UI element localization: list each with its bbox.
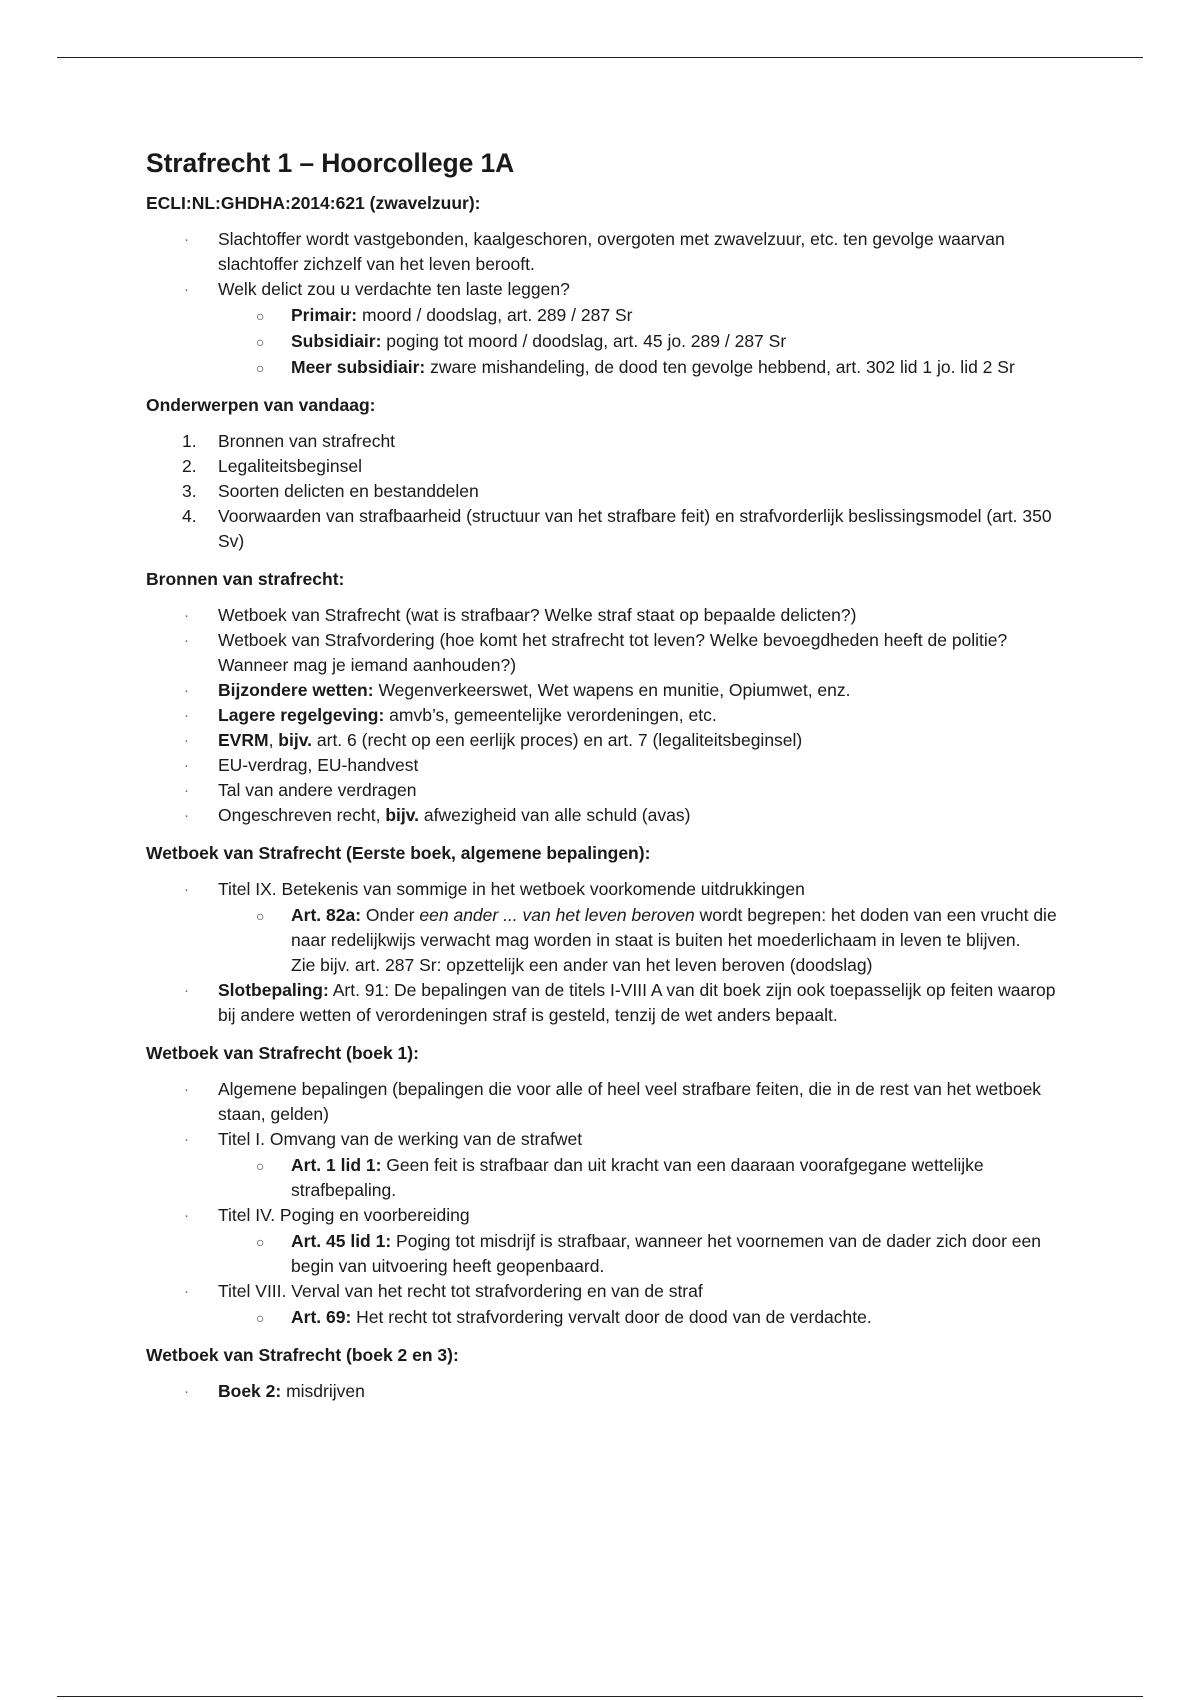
list-item-text: Titel IX. Betekenis van sommige in het wetboek voorkomende uitdrukkingen [218,879,805,899]
list-item-text: moord / doodslag, art. 289 / 287 Sr [357,305,633,325]
circle-marker: ○ [256,1158,265,1174]
bullet-marker: · [184,1131,189,1148]
sources-list [146,603,1066,828]
bold-label: Meer subsidiair: [291,357,426,377]
bold-label: Lagere regelgeving: [218,705,385,725]
list-item-text: misdrijven [281,1381,365,1401]
list-item-text: afwezigheid van alle schuld (avas) [419,805,691,825]
circle-marker: ○ [256,360,265,376]
sub-list-item [146,355,1066,380]
bold-label: Art. 82a: [291,905,362,925]
list-item-text: Titel IV. Poging en voorbereiding [218,1205,470,1225]
list-item-text: Algemene bepalingen (bepalingen die voor alle of heel veel strafbare feiten, die in de rest van het wetboek staan, gelden) [218,1079,1042,1124]
topics-list [146,429,1066,554]
sub-list-item [146,1229,1066,1279]
section-heading-book1-general: Wetboek van Strafrecht (Eerste boek, algemene bepalingen): [146,843,651,863]
list-item-text: art. 6 (recht op een eerlijk proces) en art. 7 (legaliteitsbeginsel) [312,730,803,750]
list-item-text: Legaliteitsbeginsel [218,456,362,476]
case-bullets [146,227,1066,380]
list-item-text: Het recht tot strafvordering vervalt door de dood van de verdachte. [351,1307,872,1327]
list-item-text: EU-verdrag, EU-handvest [218,755,419,775]
list-item-text: amvb’s, gemeentelijke verordeningen, etc. [384,705,717,725]
circle-marker: ○ [256,1310,265,1326]
bullet-marker: · [184,1207,189,1224]
list-item-text: Poging tot misdrijf is strafbaar, wanneer het voornemen van de dader zich door een begin van uitvoering heeft geopenbaard. [291,1231,1041,1276]
bold-label: Art. 69: [291,1307,352,1327]
document-title: Strafrecht 1 – Hoorcollege 1A [146,148,515,178]
bold-label: Boek 2: [218,1381,282,1401]
book1-general-list [146,877,1066,1028]
section-heading-book1: Wetboek van Strafrecht (boek 1): [146,1043,419,1063]
list-item [146,628,1066,678]
list-item-text: Tal van andere verdragen [218,780,417,800]
list-item [146,1203,1066,1228]
numbered-item [146,454,1066,479]
section-heading-case: ECLI:NL:GHDHA:2014:621 (zwavelzuur): [146,193,481,213]
item-number: 1. [182,431,197,451]
book1-list [146,1077,1066,1330]
bold-label: Slotbepaling: [218,980,329,1000]
list-item [146,778,1066,803]
circle-marker: ○ [256,1234,265,1250]
bullet-marker: · [184,881,189,898]
item-number: 3. [182,481,197,501]
list-item [146,1379,1066,1404]
numbered-item [146,429,1066,454]
bold-label: Art. 1 lid 1: [291,1155,382,1175]
bullet-marker: · [184,632,189,649]
list-item-text: Voorwaarden van strafbaarheid (structuur van het strafbare feit) en strafvorderlijk beslissingsmodel (art. 350 Sv) [218,506,1052,551]
list-item-text: Onder [361,905,420,925]
bullet-marker: · [184,732,189,749]
sub-list-item [146,329,1066,354]
list-item [146,1127,1066,1152]
sub-list-item [146,1305,1066,1330]
list-item [146,877,1066,902]
bullet-marker: · [184,757,189,774]
bottom-rule [57,1696,1143,1697]
bold-label: Primair: [291,305,358,325]
list-item [146,803,1066,828]
section-heading-sources: Bronnen van strafrecht: [146,569,345,589]
bullet-marker: · [184,982,189,999]
book2-3-list [146,1379,1066,1404]
italic-text: een ander ... van het leven beroven [419,905,695,925]
list-item-text: Art. 91: De bepalingen van de titels I-VIII A van dit boek zijn ook toepasselijk op feiten waarop bij andere wetten of verordeningen straf is gesteld, tenzij de wet anders bepaalt. [218,980,1056,1025]
list-item-text: Bronnen van strafrecht [218,431,396,451]
bullet-marker: · [184,231,189,248]
list-item-text: Wegenverkeerswet, Wet wapens en munitie, Opiumwet, enz. [373,680,851,700]
circle-marker: ○ [256,334,265,350]
list-item [146,1077,1066,1127]
list-item-text: Wetboek van Strafvordering (hoe komt het strafrecht tot leven? Welke bevoegdheden heeft de politie? Wanneer mag je iemand aanhouden?) [218,630,1008,675]
continuation-line: Zie bijv. art. 287 Sr: opzettelijk een ander van het leven beroven (doodslag) [291,955,873,975]
list-item-text: Titel VIII. Verval van het recht tot strafvordering en van de straf [218,1281,703,1301]
item-number: 4. [182,506,197,526]
bold-label: bijv. [278,730,313,750]
numbered-item [146,479,1066,504]
bold-label: EVRM [218,730,269,750]
list-item-text: Wetboek van Strafrecht (wat is strafbaar? Welke straf staat op bepaalde delicten?) [218,605,857,625]
list-item-text: Soorten delicten en bestanddelen [218,481,479,501]
bullet-marker: · [184,1383,189,1400]
list-item [146,1279,1066,1304]
bullet-marker: · [184,807,189,824]
list-item [146,227,1066,277]
list-item-text: , [268,730,279,750]
bullet-marker: · [184,1081,189,1098]
list-item-text: Geen feit is strafbaar dan uit kracht van een daaraan voorafgegane wettelijke strafbepaling. [291,1155,984,1200]
section-heading-topics: Onderwerpen van vandaag: [146,395,376,415]
bullet-marker: · [184,281,189,298]
list-item-text: wordt begrepen: het doden van een vrucht die naar redelijkwijs verwacht mag worden in staat is buiten het moederlichaam in leven te blijven. [291,905,1057,950]
list-item [146,978,1066,1028]
list-item-text: poging tot moord / doodslag, art. 45 jo. 289 / 287 Sr [381,331,787,351]
list-item [146,277,1066,302]
section-heading-book2-3: Wetboek van Strafrecht (boek 2 en 3): [146,1345,459,1365]
sub-list-item [146,1153,1066,1203]
bullet-marker: · [184,607,189,624]
list-item-text: Welk delict zou u verdachte ten laste leggen? [218,279,570,299]
document-page [146,146,1066,1417]
list-item [146,728,1066,753]
bullet-marker: · [184,707,189,724]
bold-label: Bijzondere wetten: [218,680,374,700]
numbered-item [146,504,1066,554]
circle-marker: ○ [256,308,265,324]
list-item [146,678,1066,703]
list-item [146,603,1066,628]
bold-label: Art. 45 lid 1: [291,1231,392,1251]
circle-marker: ○ [256,908,265,924]
sub-list-item [146,903,1066,953]
list-item-text: zware mishandeling, de dood ten gevolge hebbend, art. 302 lid 1 jo. lid 2 Sr [425,357,1015,377]
bold-label: bijv. [385,805,420,825]
bold-label: Subsidiair: [291,331,382,351]
item-number: 2. [182,456,197,476]
bullet-marker: · [184,1283,189,1300]
top-rule [57,57,1143,58]
list-item-text: Ongeschreven recht, [218,805,386,825]
bullet-marker: · [184,682,189,699]
list-item-text: Titel I. Omvang van de werking van de strafwet [218,1129,583,1149]
bullet-marker: · [184,782,189,799]
list-item [146,703,1066,728]
list-item [146,753,1066,778]
list-item-text: Slachtoffer wordt vastgebonden, kaalgeschoren, overgoten met zwavelzuur, etc. ten gevolge waarvan slachtoffer zichzelf van het leven berooft. [218,229,1005,274]
sub-list-item [146,303,1066,328]
